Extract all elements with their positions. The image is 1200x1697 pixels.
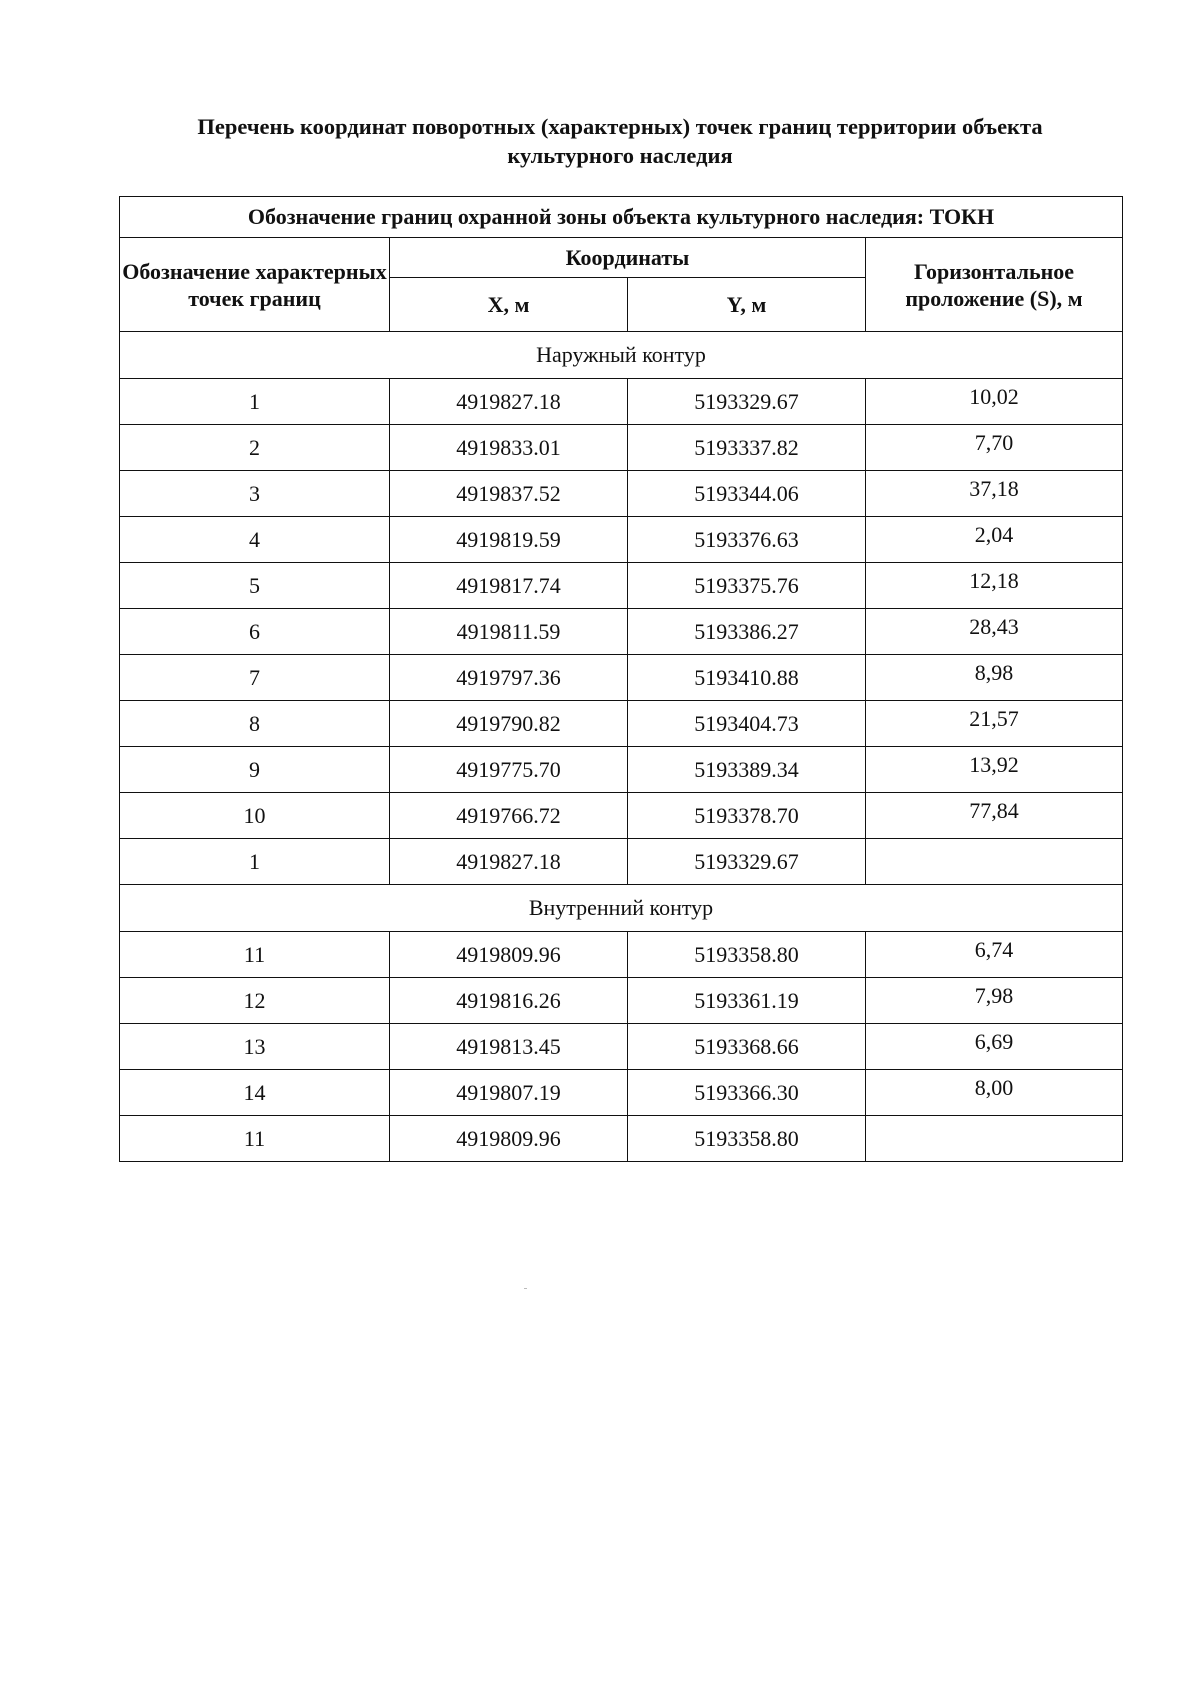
distance-cell-text: 37,18 — [969, 475, 1019, 501]
y-cell — [628, 609, 866, 655]
table-row — [120, 563, 1123, 609]
distance-cell-text: 6,74 — [974, 936, 1014, 962]
distance-cell — [866, 517, 1123, 563]
y-cell-text: 5193375.76 — [694, 572, 799, 598]
x-cell — [390, 563, 628, 609]
point-cell-text: 7 — [249, 664, 260, 690]
y-cell — [628, 747, 866, 793]
y-cell-text: 5193358.80 — [694, 941, 799, 967]
point-cell — [120, 517, 390, 563]
point-cell — [120, 379, 390, 425]
table-row — [120, 471, 1123, 517]
table-body — [120, 332, 1123, 1162]
table-row — [120, 747, 1123, 793]
point-cell-text: 11 — [243, 1125, 266, 1151]
y-cell-text: 5193368.66 — [694, 1033, 799, 1059]
y-cell — [628, 1024, 866, 1070]
point-cell — [120, 1116, 390, 1162]
distance-cell — [866, 1070, 1123, 1116]
x-cell-text: 4919813.45 — [456, 1033, 561, 1059]
y-cell-text: 5193361.19 — [694, 987, 799, 1013]
y-cell — [628, 379, 866, 425]
distance-cell — [866, 839, 1123, 885]
x-cell — [390, 379, 628, 425]
point-cell-text: 14 — [243, 1079, 266, 1105]
table-row — [120, 655, 1123, 701]
zone-title: Обозначение границ охранной зоны объекта культурного наследия: ТОКН — [120, 197, 1123, 238]
x-cell-text: 4919827.18 — [456, 848, 561, 874]
point-cell — [120, 747, 390, 793]
x-cell — [390, 747, 628, 793]
y-cell-text: 5193329.67 — [694, 848, 799, 874]
y-cell-text: 5193337.82 — [694, 434, 799, 460]
y-cell — [628, 701, 866, 747]
point-cell — [120, 793, 390, 839]
contour-label-inner: Внутренний контур — [120, 885, 1123, 932]
table-row — [120, 793, 1123, 839]
y-cell — [628, 425, 866, 471]
distance-cell — [866, 471, 1123, 517]
x-cell-text: 4919790.82 — [456, 710, 561, 736]
y-cell — [628, 978, 866, 1024]
distance-cell — [866, 978, 1123, 1024]
distance-cell — [866, 1116, 1123, 1162]
x-cell — [390, 701, 628, 747]
y-cell-text: 5193358.80 — [694, 1125, 799, 1151]
point-cell — [120, 425, 390, 471]
header-x: X, м — [390, 278, 628, 332]
point-cell-text: 8 — [249, 710, 260, 736]
point-cell-text: 13 — [243, 1033, 266, 1059]
distance-cell-text: 10,02 — [969, 383, 1019, 409]
y-cell — [628, 1070, 866, 1116]
table-row — [120, 978, 1123, 1024]
point-cell — [120, 655, 390, 701]
point-cell-text: 2 — [249, 434, 260, 460]
y-cell — [628, 517, 866, 563]
y-cell — [628, 563, 866, 609]
point-cell-text: 1 — [249, 848, 260, 874]
point-cell-text: 4 — [249, 526, 260, 552]
x-cell-text: 4919775.70 — [456, 756, 561, 782]
y-cell-text: 5193376.63 — [694, 526, 799, 552]
table-row — [120, 1116, 1123, 1162]
y-cell-text: 5193404.73 — [694, 710, 799, 736]
distance-cell — [866, 425, 1123, 471]
x-cell — [390, 517, 628, 563]
y-cell-text: 5193378.70 — [694, 802, 799, 828]
distance-cell-text: 77,84 — [969, 797, 1019, 823]
distance-cell-text: 2,04 — [974, 521, 1014, 547]
point-cell-text: 3 — [249, 480, 260, 506]
table-row — [120, 932, 1123, 978]
distance-cell — [866, 609, 1123, 655]
y-cell — [628, 1116, 866, 1162]
x-cell — [390, 1116, 628, 1162]
point-cell-text: 11 — [243, 941, 266, 967]
distance-cell-text: 21,57 — [969, 705, 1019, 731]
y-cell — [628, 839, 866, 885]
point-cell — [120, 1070, 390, 1116]
x-cell-text: 4919827.18 — [456, 388, 561, 414]
x-cell-text: 4919811.59 — [456, 618, 561, 644]
table-row — [120, 1070, 1123, 1116]
x-cell — [390, 609, 628, 655]
table-row — [120, 1024, 1123, 1070]
header-points: Обозначение характерных точек границ — [120, 238, 390, 332]
y-cell — [628, 932, 866, 978]
distance-cell-text: 13,92 — [969, 751, 1019, 777]
y-cell — [628, 655, 866, 701]
distance-cell-text: 7,70 — [974, 429, 1014, 455]
point-cell — [120, 471, 390, 517]
distance-cell — [866, 379, 1123, 425]
point-cell-text: 5 — [249, 572, 260, 598]
distance-cell-text: 6,69 — [974, 1028, 1014, 1054]
distance-cell — [866, 793, 1123, 839]
table-row — [120, 701, 1123, 747]
point-cell-text: 6 — [249, 618, 260, 644]
distance-cell-text: 8,98 — [974, 659, 1014, 685]
y-cell-text: 5193344.06 — [694, 480, 799, 506]
distance-cell-text: 12,18 — [969, 567, 1019, 593]
x-cell-text: 4919797.36 — [456, 664, 561, 690]
point-cell — [120, 563, 390, 609]
table-row — [120, 379, 1123, 425]
point-cell-text: 10 — [243, 802, 266, 828]
x-cell-text: 4919817.74 — [456, 572, 561, 598]
distance-cell — [866, 701, 1123, 747]
y-cell — [628, 793, 866, 839]
point-cell-text: 9 — [249, 756, 260, 782]
x-cell-text: 4919809.96 — [456, 941, 561, 967]
y-cell-text: 5193410.88 — [694, 664, 799, 690]
table-row — [120, 517, 1123, 563]
y-cell-text: 5193389.34 — [694, 756, 799, 782]
distance-cell — [866, 747, 1123, 793]
point-cell — [120, 609, 390, 655]
distance-cell — [866, 655, 1123, 701]
document-title: Перечень координат поворотных (характерных) точек границ территории объекта культурного наследия — [197, 114, 1043, 168]
point-cell-text: 1 — [249, 388, 260, 414]
point-cell — [120, 701, 390, 747]
distance-cell-text: 7,98 — [974, 982, 1014, 1008]
x-cell-text: 4919807.19 — [456, 1079, 561, 1105]
distance-cell-text: 8,00 — [974, 1074, 1014, 1100]
point-cell-text: 12 — [243, 987, 266, 1013]
x-cell — [390, 932, 628, 978]
x-cell-text: 4919816.26 — [456, 987, 561, 1013]
table-row — [120, 609, 1123, 655]
point-cell — [120, 1024, 390, 1070]
header-y: Y, м — [628, 278, 866, 332]
x-cell-text: 4919833.01 — [456, 434, 561, 460]
point-cell — [120, 978, 390, 1024]
x-cell — [390, 655, 628, 701]
x-cell — [390, 425, 628, 471]
x-cell — [390, 1024, 628, 1070]
y-cell-text: 5193329.67 — [694, 388, 799, 414]
x-cell — [390, 1070, 628, 1116]
table-row — [120, 425, 1123, 471]
x-cell — [390, 793, 628, 839]
x-cell-text: 4919819.59 — [456, 526, 561, 552]
distance-cell — [866, 1024, 1123, 1070]
x-cell — [390, 978, 628, 1024]
x-cell — [390, 839, 628, 885]
x-cell — [390, 471, 628, 517]
scan-speck — [524, 1288, 527, 1289]
header-distance: Горизонтальное проложение (S), м — [866, 238, 1123, 332]
x-cell-text: 4919809.96 — [456, 1125, 561, 1151]
distance-cell — [866, 932, 1123, 978]
contour-label-outer: Наружный контур — [120, 332, 1123, 379]
table-row — [120, 839, 1123, 885]
coordinates-table — [119, 196, 1123, 1162]
y-cell-text: 5193386.27 — [694, 618, 799, 644]
y-cell — [628, 471, 866, 517]
y-cell-text: 5193366.30 — [694, 1079, 799, 1105]
point-cell — [120, 932, 390, 978]
distance-cell-text: 28,43 — [969, 613, 1019, 639]
header-coordinates: Координаты — [390, 238, 866, 278]
x-cell-text: 4919766.72 — [456, 802, 561, 828]
distance-cell — [866, 563, 1123, 609]
point-cell — [120, 839, 390, 885]
x-cell-text: 4919837.52 — [456, 480, 561, 506]
